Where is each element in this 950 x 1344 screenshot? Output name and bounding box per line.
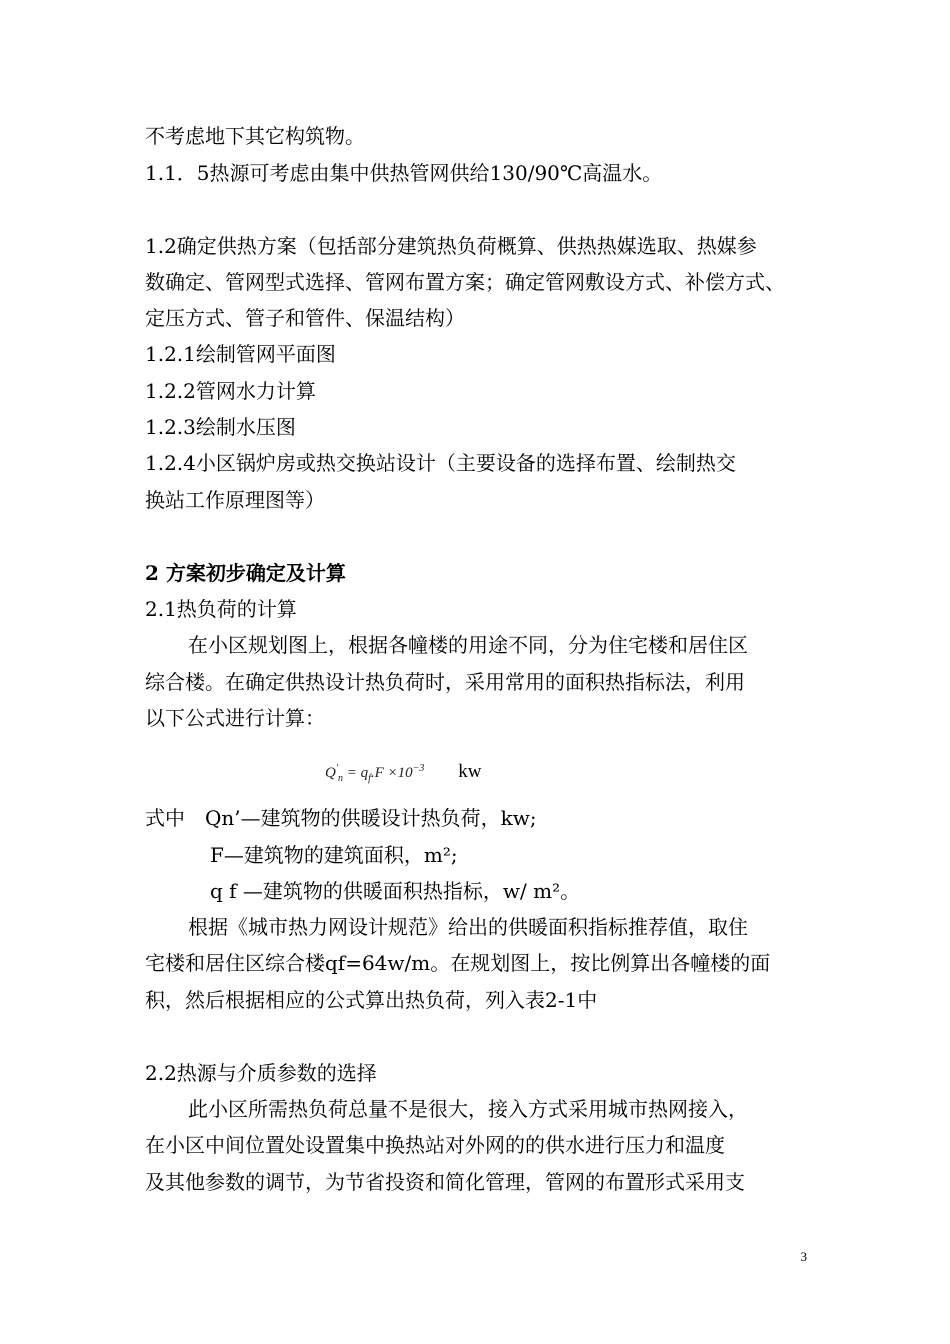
text-line: 定压方式、管子和管件、保温结构） <box>145 306 465 330</box>
paragraph-line: 在小区规划图上，根据各幢楼的用途不同，分为住宅楼和居住区 <box>188 633 748 657</box>
subsection-heading: 2.2热源与介质参数的选择 <box>145 1061 377 1085</box>
paragraph-line: 在小区中间位置处设置集中换热站对外网的的供水进行压力和温度 <box>145 1133 725 1157</box>
heat-load-formula <box>325 756 481 792</box>
formula-unit: kw <box>458 761 482 782</box>
paragraph-line: 及其他参数的调节，为节省投资和简化管理，管网的布置形式采用支 <box>145 1170 745 1194</box>
subsection-line: 1.2.4小区锅炉房或热交换站设计（主要设备的选择布置、绘制热交 <box>145 451 736 475</box>
subsection-heading: 2.1热负荷的计算 <box>145 597 297 621</box>
paragraph-line: 积，然后根据相应的公式算出热负荷，列入表2-1中 <box>145 988 598 1012</box>
text-line: 1.1．5热源可考虑由集中供热管网供给130/90℃高温水。 <box>145 161 663 185</box>
formula-q-sub: f <box>368 773 371 784</box>
text-line: 换站工作原理图等） <box>145 488 325 512</box>
formula-rest: .F ×10 <box>370 765 413 781</box>
paragraph-line: 宅楼和居住区综合楼qf=64w/m。在规划图上，按比例算出各幢楼的面 <box>145 951 771 975</box>
formula-eq: = q <box>346 765 369 781</box>
definition-line: 式中 Qn’—建筑物的供暖设计热负荷，kw; <box>145 806 537 830</box>
text-line: 不考虑地下其它构筑物。 <box>145 124 365 148</box>
text-line: 数确定、管网型式选择、管网布置方案；确定管网敷设方式、补偿方式、 <box>145 270 785 294</box>
subsection-line: 1.2.1绘制管网平面图 <box>145 342 336 366</box>
definition-line: F—建筑物的建筑面积，m²; <box>210 843 458 867</box>
paragraph-line: 此小区所需热负荷总量不是很大，接入方式采用城市热网接入， <box>188 1097 748 1121</box>
section-1-2-line: 1.2确定供热方案（包括部分建筑热负荷概算、供热热媒选取、热媒参 <box>145 234 757 258</box>
subsection-line: 1.2.3绘制水压图 <box>145 415 296 439</box>
paragraph-line: 以下公式进行计算： <box>145 706 325 730</box>
page-number: 3 <box>800 1249 807 1264</box>
formula-lhs-sup: ' <box>335 763 338 774</box>
definition-line: q f —建筑物的供暖面积热指标，w/ m²。 <box>210 879 581 903</box>
paragraph-line: 综合楼。在确定供热设计热负荷时，采用常用的面积热指标法，利用 <box>145 670 745 694</box>
formula-lhs: Q <box>325 765 336 781</box>
formula-exp: −3 <box>412 763 425 774</box>
paragraph-line: 根据《城市热力网设计规范》给出的供暖面积指标推荐值，取住 <box>188 915 748 939</box>
section-heading: 2 方案初步确定及计算 <box>145 561 346 585</box>
subsection-line: 1.2.2管网水力计算 <box>145 379 316 403</box>
formula-lhs-sub: n <box>337 773 343 784</box>
